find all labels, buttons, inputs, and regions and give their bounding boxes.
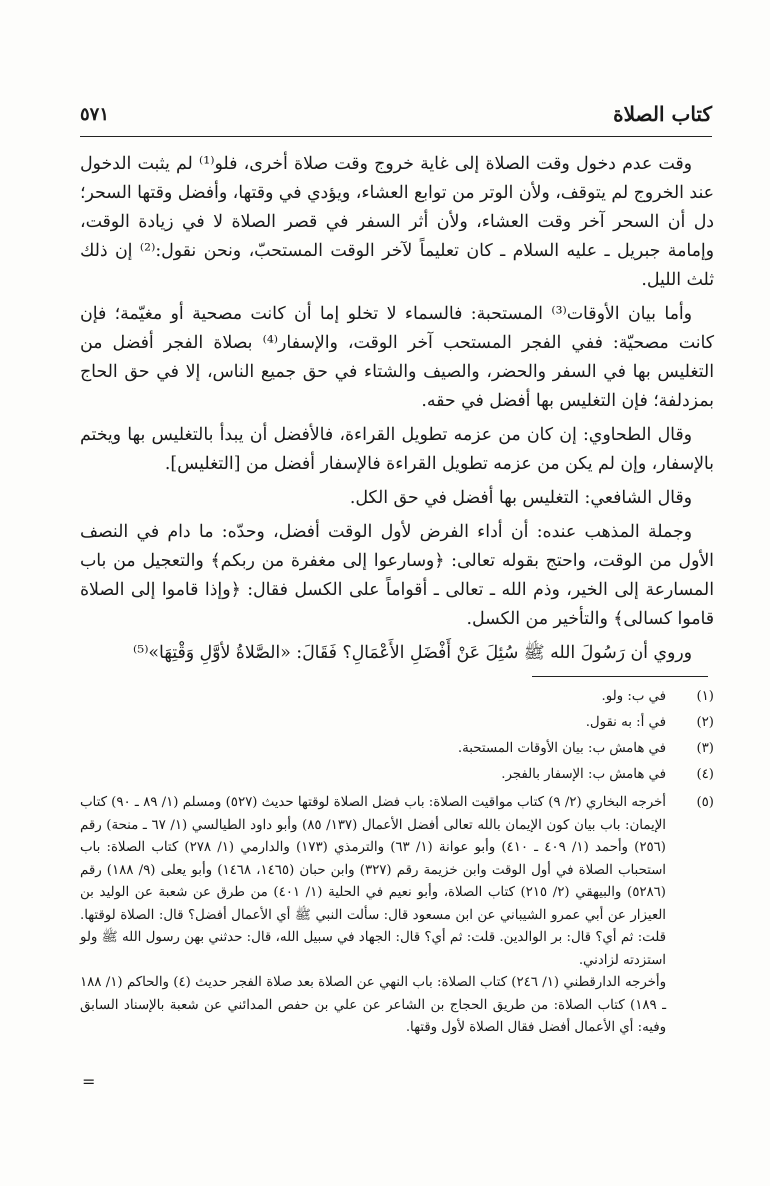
footnote-text: في ب: ولو. <box>601 689 666 704</box>
paragraph-1: وقت عدم دخول وقت الصلاة إلى غاية خروج وقت صلاة أخرى، فلو⁽¹⁾ لم يثبت الدخول عند الخروج لم يتوقف، ولأن الوتر من توابع العشاء، ويؤدي في وقتها، وأفضل وقتها السحر؛ دل أن السحر آخر وقت العشاء، ولأن أثر السفر في قصر الصلاة لا في زيادة الوقت، وإمامة جبريل ـ عليه السلام ـ كان تعليماً لآخر الوقت المستحبّ، ونحن نقول:⁽²⁾ إن ذلك ثلث الليل. <box>80 154 714 290</box>
footnote-1 <box>80 686 714 709</box>
footnote-3 <box>80 738 714 761</box>
footnote-text: في أ: به نقول. <box>585 715 666 730</box>
footnote-number: (٣) <box>696 741 714 756</box>
paragraph-3: وقال الطحاوي: إن كان من عزمه تطويل القراءة، فالأفضل أن يبدأ بالتغليس بها ويختم بالإسفار، وإن لم يكن من عزمه تطويل القراءة فالإسفار أفضل من [التغليس]. <box>80 425 714 474</box>
footnote-4 <box>80 764 714 787</box>
footnote-text: في هامش ب: بيان الأوقات المستحبة. <box>457 741 666 756</box>
footnote-5 <box>80 792 714 1040</box>
paragraph-2: وأما بيان الأوقات⁽³⁾ المستحبة: فالسماء لا تخلو إما أن كانت مصحية أو مغيّمة؛ فإن كانت مصحيّة: ففي الفجر المستحب آخر الوقت، والإسفار⁽⁴⁾ بصلاة الفجر أفضل من التغليس بها في السفر والحضر، والصيف والشتاء في حق جميع الناس، إلا في حق الحاج بمزدلفة؛ فإن التغليس بها أفضل في حقه. <box>80 304 714 411</box>
page-header <box>80 96 712 137</box>
footnote-number: (٤) <box>696 767 714 782</box>
footnote-text: أخرجه البخاري (٢/ ٩) كتاب مواقيت الصلاة: باب فضل الصلاة لوقتها حديث (٥٢٧) ومسلم (١/ ٨٩ ـ ٩٠) كتاب الإيمان: باب بيان كون الإيمان بالله تعالى أفضل الأعمال (١٣٧/ ٨٥) وأبو داود الطيالسي (١/ ٦٧ ـ منحة) رقم (٢٥٦) وأحمد (١/ ٤٠٩ ـ ٤١٠) وأبو عوانة (١/ ٦٣) والترمذي (١٧٣) والدارمي (١/ ٢٧٨) كتاب الصلاة: باب استحباب الصلاة في أول الوقت وابن خزيمة رقم (٣٢٧) وابن حبان (١٤٦٥، ١٤٦٨) وأبو يعلى (٩/ ١٨٨) رقم (٥٢٨٦) والبيهقي (٢/ ٢١٥) كتاب الصلاة، وأبو نعيم في الحلية (١/ ٤٠١) من طرق عن شعبة عن الوليد بن العيزار عن أبي عمرو الشيباني عن ابن مسعود قال: سألت النبي ﷺ أي الأعمال أفضل؟ قال: الصلاة لوقتها. قلت: ثم أي؟ قال: بر الوالدين. قلت: ثم أي؟ قال: الجهاد في سبيل الله، قال: حدثني بهن رسول الله ﷺ ولو استزدته لزادني. <box>80 795 666 968</box>
footnote-number: (٢) <box>696 715 714 730</box>
footnote-text: في هامش ب: الإسفار بالفجر. <box>501 767 666 782</box>
paragraph-5: وجملة المذهب عنده: أن أداء الفرض لأول الوقت أفضل، وحدّه: ما دام في النصف الأول من الوقت، واحتج بقوله تعالى: ﴿وسارعوا إلى مغفرة من ربكم﴾ والتعجيل من باب المسارعة إلى الخير، وذم الله ـ تعالى ـ أقواماً على الكسل فقال: ﴿وإذا قاموا إلى الصلاة قاموا كسالى﴾ والتأخير من الكسل. <box>80 522 714 629</box>
continuation-mark: = <box>82 1072 96 1091</box>
paragraph-4: وقال الشافعي: التغليس بها أفضل في حق الكل. <box>349 488 692 508</box>
main-text <box>80 150 714 668</box>
footnote-number: (١) <box>696 689 714 704</box>
footnote-number: (٥) <box>696 795 714 810</box>
chapter-title: كتاب الصلاة <box>613 102 712 126</box>
footnote-2 <box>80 712 714 735</box>
paragraph-6: وروي أن رَسُولَ الله ﷺ سُئِلَ عَنْ أَفْضَلِ الأَعْمَالِ؟ فَقَالَ: «الصَّلاةُ لأوَّلِ وَقْتِهَا»⁽⁵⁾ <box>133 643 692 663</box>
footnote-text-continued: وأخرجه الدارقطني (١/ ٢٤٦) كتاب الصلاة: باب النهي عن الصلاة بعد صلاة الفجر حديث (٤) والحاكم (١/ ١٨٨ ـ ١٨٩) كتاب الصلاة: من طريق الحجاج بن الشاعر عن علي بن حفص المدائني عن شعبة بالإسناد السابق وفيه: أي الأعمال أفضل فقال الصلاة لأول وقتها. <box>80 975 666 1035</box>
footnote-separator <box>532 676 708 677</box>
page-number: ٥٧١ <box>80 104 110 125</box>
